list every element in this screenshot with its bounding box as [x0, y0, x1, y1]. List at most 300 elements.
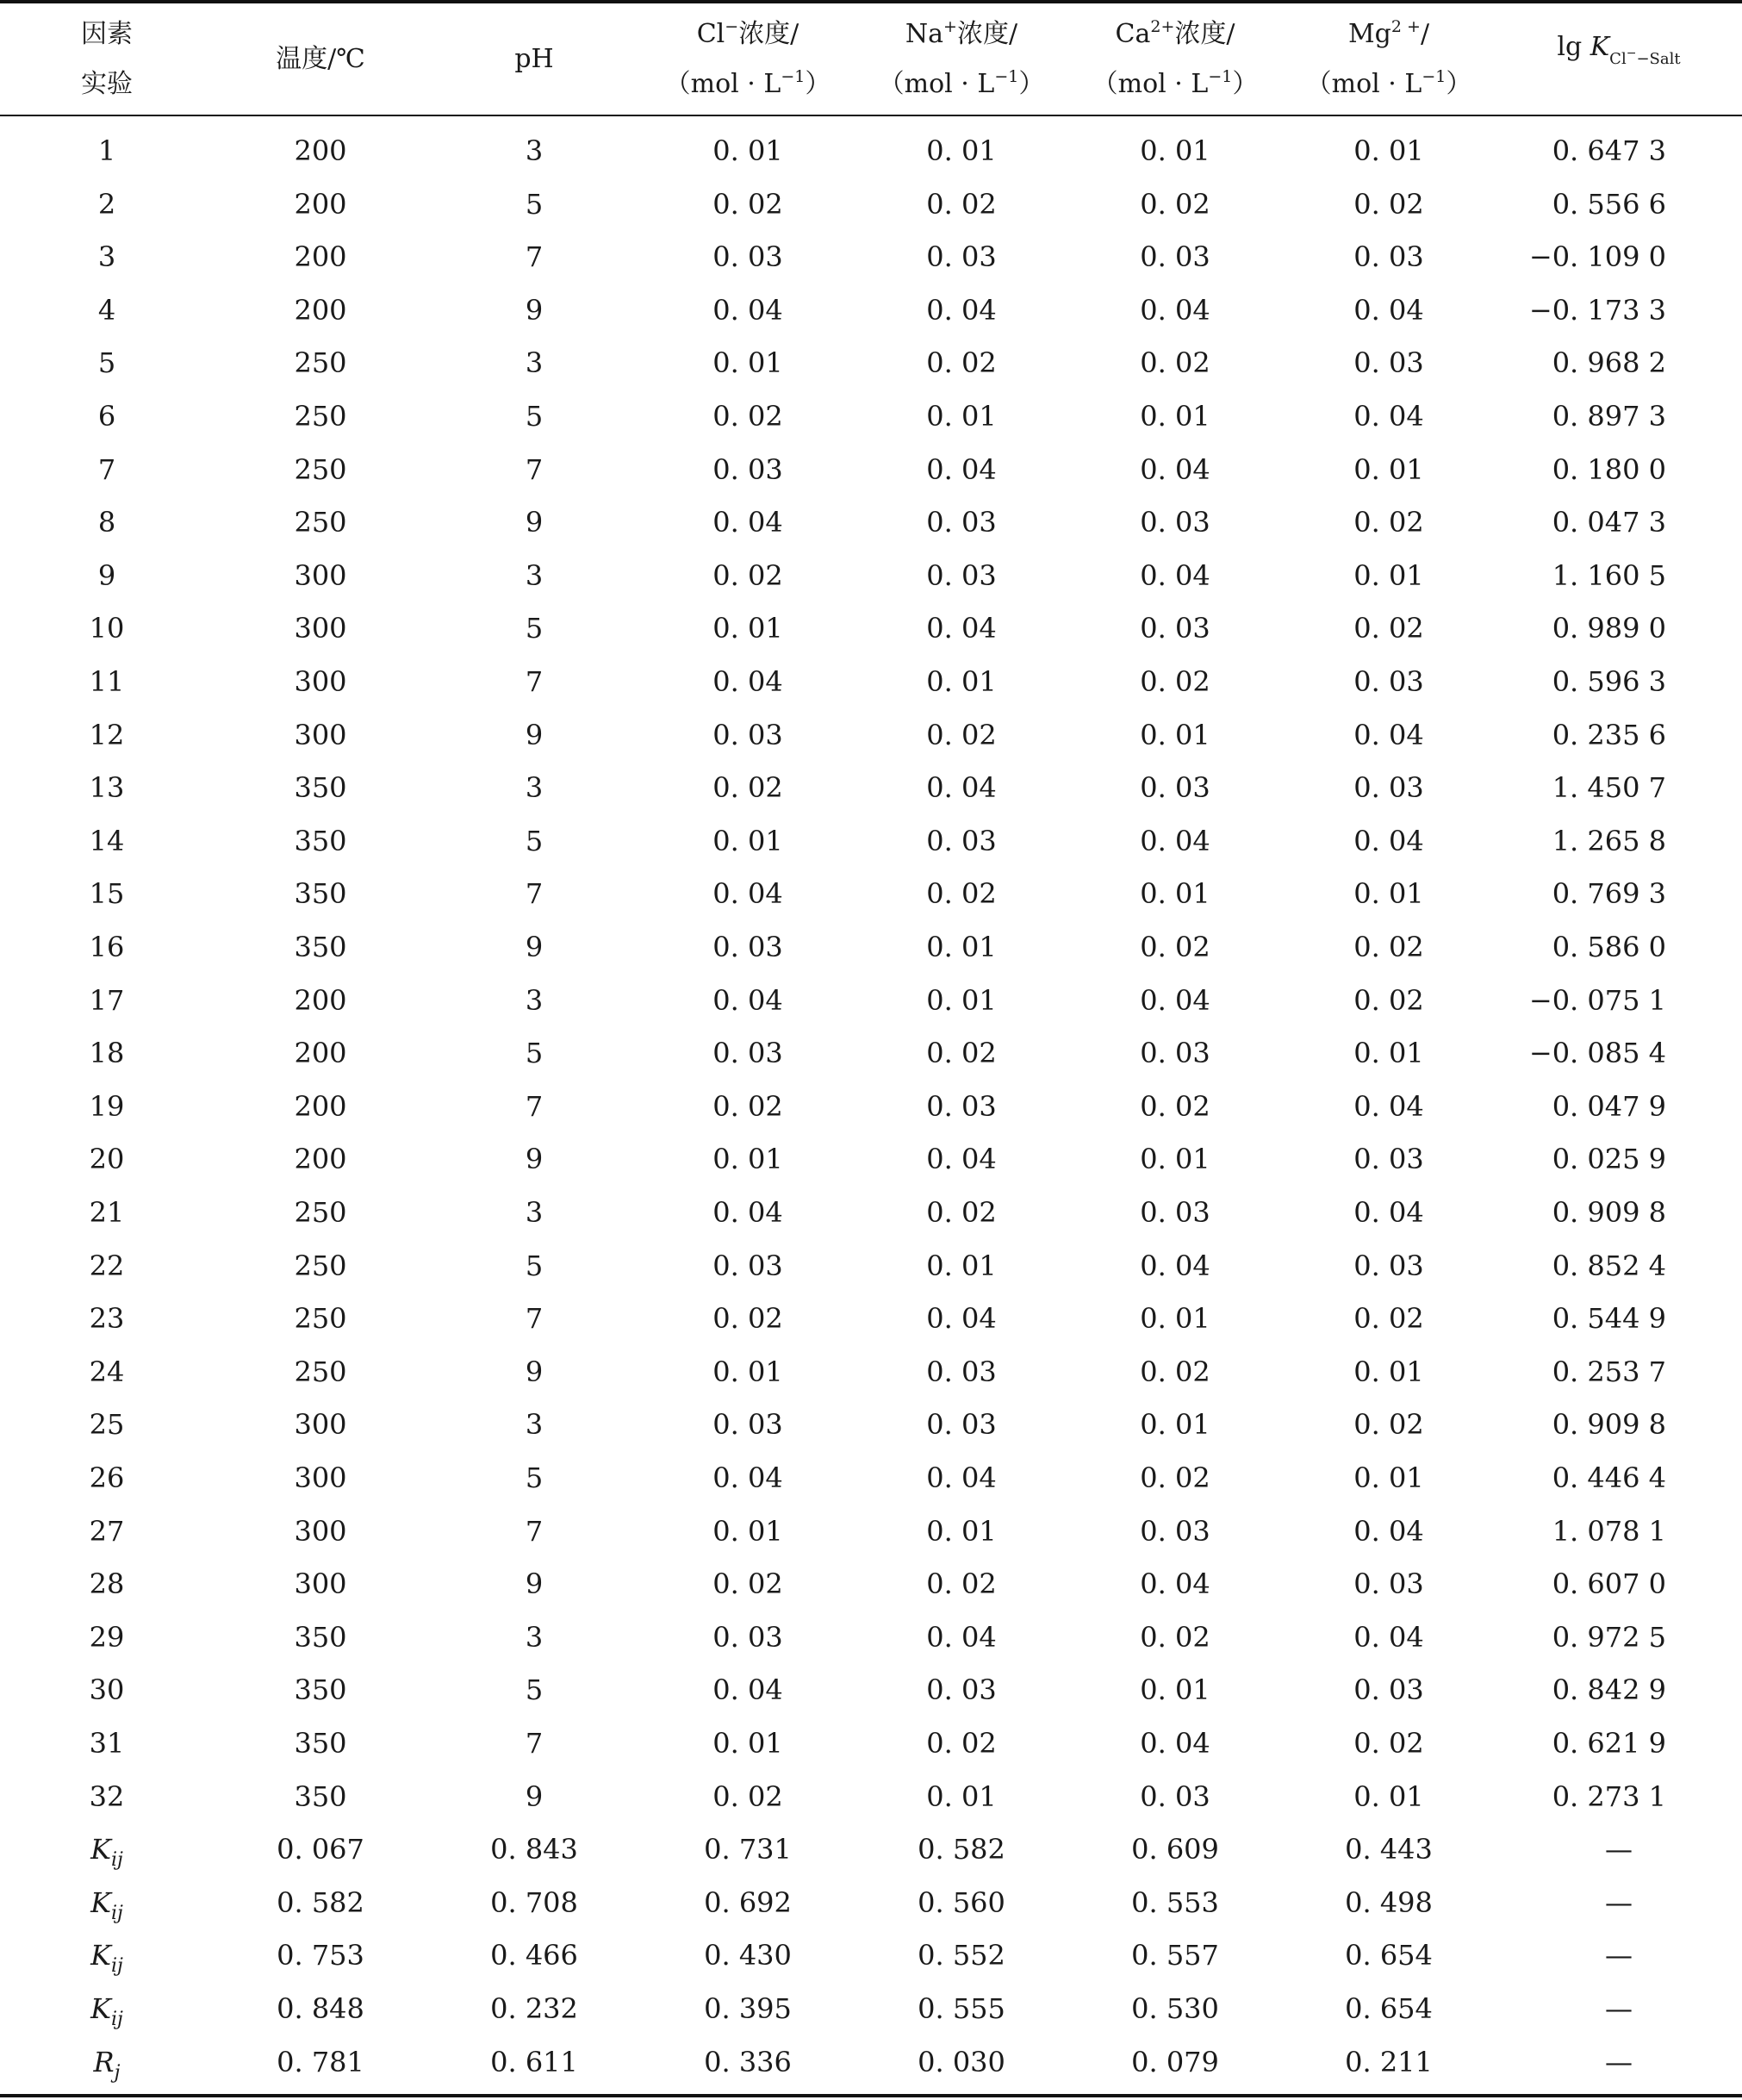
cell-ca-conc: 0. 04 — [1140, 452, 1210, 486]
cell-na-conc: 0. 03 — [926, 1355, 997, 1388]
cell-cl-conc: 0. 03 — [712, 931, 783, 963]
cell-ca-conc: 0. 01 — [1140, 400, 1210, 433]
cell-lgk: 0. 989 0 — [1552, 612, 1666, 645]
summary-row — [0, 1823, 1742, 1876]
cell-lgk: 0. 544 9 — [1552, 1302, 1666, 1336]
cell-mg-conc: 0. 03 — [1353, 1143, 1424, 1176]
table-row — [0, 495, 1742, 549]
cell-ph: 7 — [525, 1727, 544, 1760]
cell-experiment-no: 20 — [89, 1143, 125, 1176]
summary-cell-lgk: — — [1605, 1833, 1633, 1866]
header-na-title: Na+浓度/ — [905, 16, 1018, 49]
cell-ca-conc: 0. 02 — [1140, 931, 1210, 963]
cell-temperature: 250 — [294, 452, 347, 486]
table-row — [0, 336, 1742, 389]
cell-ca-conc: 0. 01 — [1140, 1408, 1210, 1442]
cell-na-conc: 0. 04 — [926, 1620, 997, 1654]
cell-experiment-no: 28 — [89, 1567, 125, 1601]
cell-cl-conc: 0. 02 — [712, 558, 783, 592]
cell-temperature: 300 — [294, 1408, 347, 1442]
cell-experiment-no: 18 — [89, 1037, 125, 1070]
cell-ph: 7 — [525, 665, 544, 698]
cell-experiment-no: 26 — [89, 1461, 125, 1494]
cell-experiment-no: 2 — [97, 187, 116, 221]
cell-cl-conc: 0. 01 — [712, 1727, 783, 1760]
header-na-concentration — [855, 3, 1068, 115]
cell-na-conc: 0. 02 — [926, 1567, 997, 1601]
cell-lgk: 0. 968 2 — [1552, 346, 1666, 380]
cell-temperature: 200 — [294, 1037, 347, 1070]
summary-cell-mg-conc: 0. 211 — [1345, 2045, 1433, 2078]
summary-cell-ca-conc: 0. 557 — [1131, 1939, 1219, 1972]
cell-cl-conc: 0. 04 — [712, 877, 783, 911]
header-mg-concentration — [1282, 3, 1496, 115]
cell-experiment-no: 3 — [97, 240, 116, 274]
summary-cell-ph: 0. 466 — [490, 1939, 578, 1972]
cell-mg-conc: 0. 02 — [1353, 1408, 1424, 1442]
cell-ca-conc: 0. 03 — [1140, 771, 1210, 805]
cell-cl-conc: 0. 04 — [712, 1196, 783, 1229]
summary-cell-cl-conc: 0. 692 — [704, 1885, 792, 1919]
summary-label: $R_j$ — [93, 2045, 121, 2084]
summary-label: $K_{ij}$ — [90, 1992, 123, 2030]
cell-temperature: 200 — [294, 1143, 347, 1176]
cell-ca-conc: 0. 04 — [1140, 1567, 1210, 1601]
cell-experiment-no: 16 — [89, 931, 125, 963]
cell-ph: 3 — [525, 558, 544, 592]
cell-ca-conc: 0. 04 — [1140, 1727, 1210, 1760]
cell-ph: 3 — [525, 983, 544, 1017]
cell-ph: 3 — [525, 1196, 544, 1229]
cell-cl-conc: 0. 03 — [712, 1620, 783, 1654]
cell-lgk: 0. 586 0 — [1552, 931, 1666, 963]
table-row — [0, 1451, 1742, 1505]
cell-na-conc: 0. 04 — [926, 612, 997, 645]
summary-cell-temperature: 0. 067 — [277, 1833, 364, 1866]
cell-na-conc: 0. 02 — [926, 718, 997, 751]
cell-ca-conc: 0. 01 — [1140, 718, 1210, 751]
cell-ca-conc: 0. 01 — [1140, 877, 1210, 911]
cell-ph: 5 — [525, 1249, 544, 1282]
cell-ph: 9 — [525, 1355, 544, 1388]
cell-cl-conc: 0. 03 — [712, 1249, 783, 1282]
header-cl-title: Cl−浓度/ — [696, 16, 799, 49]
cell-lgk: 1. 450 7 — [1552, 771, 1666, 805]
cell-temperature: 350 — [294, 877, 347, 911]
cell-cl-conc: 0. 02 — [712, 1779, 783, 1813]
summary-label: $K_{ij}$ — [90, 1833, 123, 1872]
table-row — [0, 549, 1742, 602]
cell-ca-conc: 0. 01 — [1140, 134, 1210, 167]
cell-temperature: 300 — [294, 1567, 347, 1601]
cell-ph: 9 — [525, 931, 544, 963]
cell-ph: 9 — [525, 1779, 544, 1813]
cell-mg-conc: 0. 01 — [1353, 134, 1424, 167]
summary-cell-cl-conc: 0. 395 — [704, 1992, 792, 2025]
cell-lgk: 0. 596 3 — [1552, 665, 1666, 698]
cell-experiment-no: 25 — [89, 1408, 125, 1442]
header-factor-experiment — [0, 3, 214, 115]
cell-temperature: 250 — [294, 400, 347, 433]
cell-mg-conc: 0. 03 — [1353, 346, 1424, 380]
cell-ph: 5 — [525, 612, 544, 645]
cell-experiment-no: 8 — [97, 506, 116, 539]
cell-mg-conc: 0. 04 — [1353, 1514, 1424, 1548]
cell-na-conc: 0. 01 — [926, 1514, 997, 1548]
table-row — [0, 230, 1742, 284]
cell-mg-conc: 0. 02 — [1353, 931, 1424, 963]
cell-ph: 9 — [525, 1567, 544, 1601]
cell-experiment-no: 11 — [89, 665, 125, 698]
table-row — [0, 1186, 1742, 1239]
cell-cl-conc: 0. 02 — [712, 187, 783, 221]
cell-na-conc: 0. 03 — [926, 506, 997, 539]
cell-temperature: 250 — [294, 1302, 347, 1336]
cell-experiment-no: 14 — [89, 824, 125, 857]
table-row — [0, 708, 1742, 762]
cell-cl-conc: 0. 04 — [712, 1673, 783, 1707]
header-temperature — [214, 3, 427, 115]
cell-temperature: 200 — [294, 983, 347, 1017]
cell-ca-conc: 0. 04 — [1140, 293, 1210, 327]
cell-temperature: 200 — [294, 240, 347, 274]
cell-na-conc: 0. 01 — [926, 665, 997, 698]
cell-ca-conc: 0. 02 — [1140, 187, 1210, 221]
header-cl-concentration — [641, 3, 855, 115]
cell-mg-conc: 0. 01 — [1353, 1779, 1424, 1813]
cell-na-conc: 0. 01 — [926, 1779, 997, 1813]
cell-experiment-no: 7 — [97, 452, 116, 486]
cell-experiment-no: 10 — [89, 612, 125, 645]
cell-na-conc: 0. 04 — [926, 1461, 997, 1494]
cell-ph: 7 — [525, 240, 544, 274]
cell-temperature: 300 — [294, 612, 347, 645]
cell-mg-conc: 0. 03 — [1353, 1567, 1424, 1601]
cell-experiment-no: 13 — [89, 771, 125, 805]
cell-experiment-no: 23 — [89, 1302, 125, 1336]
cell-ca-conc: 0. 04 — [1140, 983, 1210, 1017]
header-lgk-label: $\lg K_{Cl^--Salt}$ — [1557, 32, 1681, 68]
cell-na-conc: 0. 03 — [926, 1673, 997, 1707]
cell-cl-conc: 0. 03 — [712, 718, 783, 751]
cell-lgk: 0. 273 1 — [1552, 1779, 1666, 1813]
cell-mg-conc: 0. 02 — [1353, 983, 1424, 1017]
cell-experiment-no: 15 — [89, 877, 125, 911]
cell-experiment-no: 21 — [89, 1196, 125, 1229]
cell-mg-conc: 0. 01 — [1353, 1461, 1424, 1494]
cell-ca-conc: 0. 03 — [1140, 1037, 1210, 1070]
cell-ph: 3 — [525, 771, 544, 805]
header-ph-label: pH — [514, 43, 554, 74]
cell-cl-conc: 0. 03 — [712, 240, 783, 274]
cell-ph: 5 — [525, 824, 544, 857]
cell-na-conc: 0. 04 — [926, 1143, 997, 1176]
cell-ph: 5 — [525, 187, 544, 221]
summary-cell-ph: 0. 232 — [490, 1992, 578, 2025]
cell-temperature: 200 — [294, 293, 347, 327]
table-row — [0, 867, 1742, 920]
cell-ph: 5 — [525, 1461, 544, 1494]
summary-cell-ph: 0. 843 — [490, 1833, 578, 1866]
cell-ca-conc: 0. 03 — [1140, 240, 1210, 274]
summary-cell-lgk: — — [1605, 2045, 1633, 2078]
table-row — [0, 1132, 1742, 1186]
header-lgk — [1496, 3, 1742, 115]
cell-cl-conc: 0. 03 — [712, 452, 783, 486]
cell-lgk: 0. 909 8 — [1552, 1408, 1666, 1442]
header-rule — [0, 115, 1742, 116]
table-row — [0, 1557, 1742, 1611]
cell-cl-conc: 0. 01 — [712, 824, 783, 857]
table-row — [0, 920, 1742, 974]
cell-na-conc: 0. 03 — [926, 558, 997, 592]
summary-cell-temperature: 0. 781 — [277, 2045, 364, 2078]
table-row — [0, 655, 1742, 708]
cell-temperature: 350 — [294, 1727, 347, 1760]
cell-ph: 9 — [525, 1143, 544, 1176]
cell-mg-conc: 0. 03 — [1353, 1673, 1424, 1707]
summary-row — [0, 2035, 1742, 2089]
cell-cl-conc: 0. 01 — [712, 346, 783, 380]
table-row — [0, 389, 1742, 443]
cell-lgk: 0. 235 6 — [1552, 718, 1666, 751]
cell-na-conc: 0. 04 — [926, 293, 997, 327]
table-row — [0, 1398, 1742, 1451]
cell-lgk: 0. 180 0 — [1552, 452, 1666, 486]
cell-lgk: 0. 047 3 — [1552, 506, 1666, 539]
cell-ca-conc: 0. 01 — [1140, 1143, 1210, 1176]
cell-mg-conc: 0. 02 — [1353, 506, 1424, 539]
cell-lgk: −0. 075 1 — [1528, 983, 1666, 1017]
header-cl-unit: $(mol \cdot L^{-1})$ — [664, 66, 831, 99]
cell-temperature: 250 — [294, 1196, 347, 1229]
cell-mg-conc: 0. 04 — [1353, 1620, 1424, 1654]
cell-temperature: 250 — [294, 1249, 347, 1282]
cell-mg-conc: 0. 02 — [1353, 1302, 1424, 1336]
cell-ca-conc: 0. 04 — [1140, 558, 1210, 592]
cell-ca-conc: 0. 03 — [1140, 1514, 1210, 1548]
table-row — [0, 761, 1742, 814]
summary-cell-lgk: — — [1605, 1885, 1633, 1919]
cell-temperature: 200 — [294, 1089, 347, 1123]
table-row — [0, 974, 1742, 1027]
cell-cl-conc: 0. 03 — [712, 1037, 783, 1070]
summary-cell-ph: 0. 611 — [490, 2045, 578, 2078]
cell-temperature: 250 — [294, 1355, 347, 1388]
cell-na-conc: 0. 04 — [926, 771, 997, 805]
cell-na-conc: 0. 03 — [926, 824, 997, 857]
header-mg-unit: $(mol \cdot L^{-1})$ — [1305, 66, 1472, 99]
table-row — [0, 1611, 1742, 1664]
summary-cell-na-conc: 0. 555 — [918, 1992, 1005, 2025]
table-row — [0, 1770, 1742, 1823]
summary-cell-mg-conc: 0. 498 — [1345, 1885, 1433, 1919]
cell-cl-conc: 0. 01 — [712, 134, 783, 167]
summary-cell-na-conc: 0. 560 — [918, 1885, 1005, 1919]
summary-cell-na-conc: 0. 552 — [918, 1939, 1005, 1972]
cell-mg-conc: 0. 01 — [1353, 452, 1424, 486]
cell-cl-conc: 0. 04 — [712, 293, 783, 327]
cell-ca-conc: 0. 02 — [1140, 1461, 1210, 1494]
cell-lgk: 0. 852 4 — [1552, 1249, 1666, 1282]
table-row — [0, 1239, 1742, 1293]
cell-experiment-no: 1 — [97, 134, 116, 167]
cell-cl-conc: 0. 01 — [712, 1143, 783, 1176]
cell-ph: 9 — [525, 718, 544, 751]
cell-ph: 3 — [525, 346, 544, 380]
cell-na-conc: 0. 02 — [926, 1196, 997, 1229]
cell-lgk: 0. 972 5 — [1552, 1620, 1666, 1654]
cell-lgk: 0. 607 0 — [1552, 1567, 1666, 1601]
cell-cl-conc: 0. 04 — [712, 1461, 783, 1494]
cell-ca-conc: 0. 02 — [1140, 1620, 1210, 1654]
cell-ph: 5 — [525, 1673, 544, 1707]
cell-ph: 7 — [525, 1089, 544, 1123]
summary-label: $K_{ij}$ — [90, 1939, 123, 1978]
table-row — [0, 1345, 1742, 1399]
table-row — [0, 1505, 1742, 1558]
cell-na-conc: 0. 01 — [926, 400, 997, 433]
cell-lgk: 0. 647 3 — [1552, 134, 1666, 167]
cell-temperature: 300 — [294, 558, 347, 592]
cell-na-conc: 0. 01 — [926, 1249, 997, 1282]
cell-experiment-no: 22 — [89, 1249, 125, 1282]
cell-ca-conc: 0. 01 — [1140, 1302, 1210, 1336]
cell-ph: 7 — [525, 452, 544, 486]
cell-ph: 3 — [525, 1408, 544, 1442]
cell-lgk: 0. 025 9 — [1552, 1143, 1666, 1176]
cell-temperature: 350 — [294, 771, 347, 805]
cell-cl-conc: 0. 03 — [712, 1408, 783, 1442]
table-row — [0, 124, 1742, 178]
summary-row — [0, 1876, 1742, 1929]
table-row — [0, 1717, 1742, 1770]
cell-na-conc: 0. 02 — [926, 877, 997, 911]
cell-ca-conc: 0. 02 — [1140, 346, 1210, 380]
summary-cell-cl-conc: 0. 336 — [704, 2045, 792, 2078]
cell-mg-conc: 0. 01 — [1353, 558, 1424, 592]
cell-experiment-no: 9 — [97, 558, 116, 592]
cell-cl-conc: 0. 02 — [712, 771, 783, 805]
table-row — [0, 1663, 1742, 1717]
cell-experiment-no: 24 — [89, 1355, 125, 1388]
cell-ca-conc: 0. 04 — [1140, 824, 1210, 857]
cell-na-conc: 0. 03 — [926, 1089, 997, 1123]
cell-na-conc: 0. 03 — [926, 1408, 997, 1442]
header-temperature-label: 温度/℃ — [276, 43, 365, 74]
header-mg-title: $Mg^{2 +}/$ — [1347, 16, 1430, 49]
cell-experiment-no: 30 — [89, 1673, 125, 1707]
cell-ph: 7 — [525, 1514, 544, 1548]
header-ph — [427, 3, 641, 115]
table-row — [0, 1292, 1742, 1345]
cell-lgk: −0. 109 0 — [1528, 240, 1666, 274]
summary-label: $K_{ij}$ — [90, 1885, 123, 1924]
summary-cell-mg-conc: 0. 443 — [1345, 1833, 1433, 1866]
cell-temperature: 300 — [294, 1514, 347, 1548]
cell-na-conc: 0. 02 — [926, 346, 997, 380]
cell-experiment-no: 6 — [97, 400, 116, 433]
cell-experiment-no: 5 — [97, 346, 116, 380]
cell-lgk: 1. 078 1 — [1552, 1514, 1666, 1548]
table-row — [0, 178, 1742, 231]
cell-temperature: 350 — [294, 1673, 347, 1707]
cell-ca-conc: 0. 03 — [1140, 1779, 1210, 1813]
cell-lgk: 0. 769 3 — [1552, 877, 1666, 911]
summary-cell-ca-conc: 0. 530 — [1131, 1992, 1219, 2025]
cell-lgk: 1. 265 8 — [1552, 824, 1666, 857]
cell-temperature: 350 — [294, 931, 347, 963]
cell-mg-conc: 0. 04 — [1353, 400, 1424, 433]
summary-row — [0, 1929, 1742, 1982]
cell-lgk: 0. 621 9 — [1552, 1727, 1666, 1760]
cell-ph: 3 — [525, 134, 544, 167]
cell-cl-conc: 0. 04 — [712, 506, 783, 539]
header-ca-unit: $(mol \cdot L^{-1})$ — [1092, 66, 1259, 99]
cell-cl-conc: 0. 02 — [712, 1302, 783, 1336]
table-row — [0, 814, 1742, 868]
cell-ca-conc: 0. 02 — [1140, 1355, 1210, 1388]
table-row — [0, 284, 1742, 337]
header-ca-title: $Ca^{2+}$浓度/ — [1115, 16, 1235, 49]
summary-cell-ca-conc: 0. 079 — [1131, 2045, 1219, 2078]
cell-mg-conc: 0. 02 — [1353, 612, 1424, 645]
cell-temperature: 200 — [294, 187, 347, 221]
cell-na-conc: 0. 01 — [926, 983, 997, 1017]
table-row — [0, 443, 1742, 496]
cell-mg-conc: 0. 04 — [1353, 824, 1424, 857]
cell-mg-conc: 0. 01 — [1353, 1355, 1424, 1388]
summary-cell-lgk: — — [1605, 1939, 1633, 1972]
summary-cell-temperature: 0. 753 — [277, 1939, 364, 1972]
cell-temperature: 350 — [294, 1779, 347, 1813]
cell-lgk: 0. 253 7 — [1552, 1355, 1666, 1388]
summary-cell-ca-conc: 0. 609 — [1131, 1833, 1219, 1866]
cell-cl-conc: 0. 01 — [712, 612, 783, 645]
cell-lgk: 0. 556 6 — [1552, 187, 1666, 221]
table-row — [0, 1026, 1742, 1080]
cell-experiment-no: 4 — [97, 293, 116, 327]
cell-cl-conc: 0. 01 — [712, 1514, 783, 1548]
cell-lgk: 0. 446 4 — [1552, 1461, 1666, 1494]
cell-na-conc: 0. 02 — [926, 1727, 997, 1760]
cell-experiment-no: 29 — [89, 1620, 125, 1654]
summary-cell-na-conc: 0. 582 — [918, 1833, 1005, 1866]
cell-mg-conc: 0. 04 — [1353, 1089, 1424, 1123]
cell-ca-conc: 0. 02 — [1140, 665, 1210, 698]
cell-ca-conc: 0. 01 — [1140, 1673, 1210, 1707]
cell-ph: 7 — [525, 1302, 544, 1336]
cell-lgk: 0. 909 8 — [1552, 1196, 1666, 1229]
cell-na-conc: 0. 02 — [926, 1037, 997, 1070]
cell-cl-conc: 0. 04 — [712, 983, 783, 1017]
summary-cell-lgk: — — [1605, 1992, 1633, 2025]
summary-cell-mg-conc: 0. 654 — [1345, 1939, 1433, 1972]
cell-experiment-no: 32 — [89, 1779, 125, 1813]
cell-temperature: 350 — [294, 1620, 347, 1654]
cell-ca-conc: 0. 03 — [1140, 1196, 1210, 1229]
summary-cell-ph: 0. 708 — [490, 1885, 578, 1919]
cell-na-conc: 0. 04 — [926, 1302, 997, 1336]
bottom-rule — [0, 2094, 1742, 2097]
cell-ph: 5 — [525, 1037, 544, 1070]
cell-experiment-no: 12 — [89, 718, 125, 751]
header-experiment-label: 实验 — [81, 68, 133, 99]
cell-na-conc: 0. 04 — [926, 452, 997, 486]
summary-cell-temperature: 0. 582 — [277, 1885, 364, 1919]
cell-cl-conc: 0. 02 — [712, 1567, 783, 1601]
cell-na-conc: 0. 01 — [926, 134, 997, 167]
